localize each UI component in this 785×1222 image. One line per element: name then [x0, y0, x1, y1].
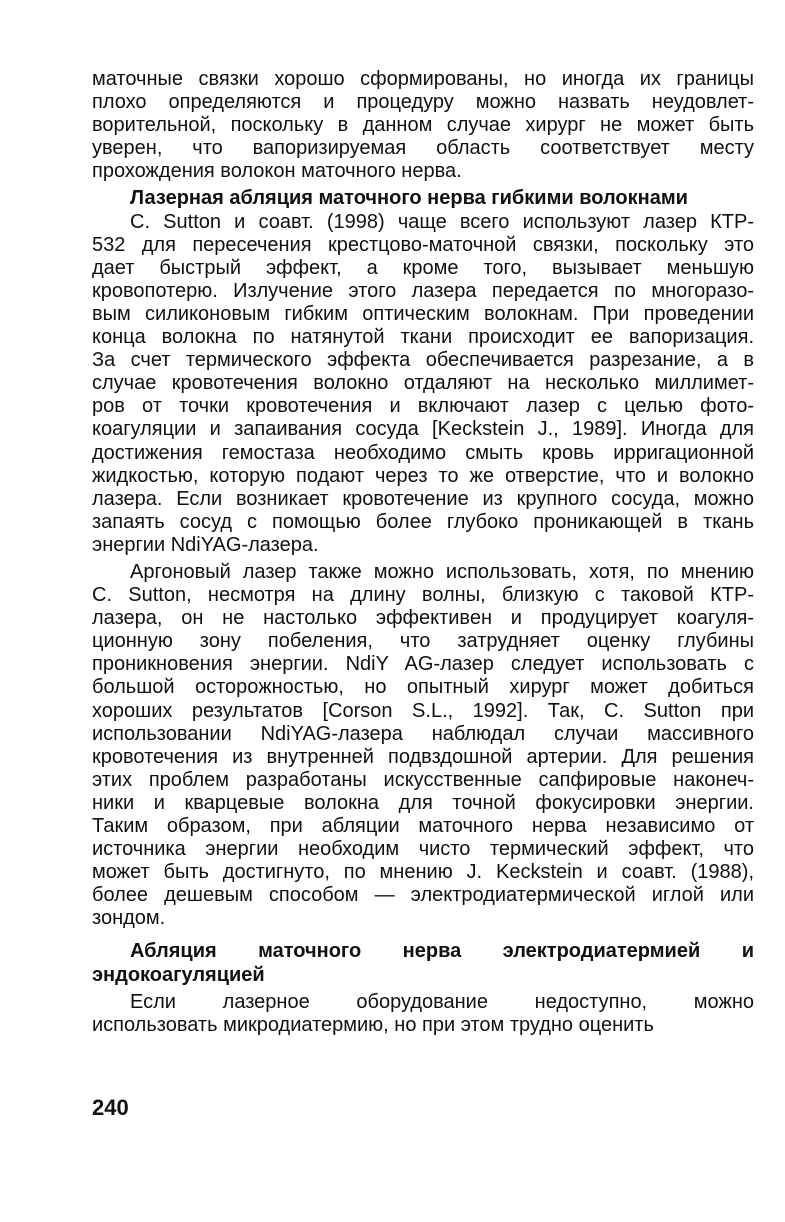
text-line: хороших результатов [Corson S.L., 1992]. Так, C. Sutton при	[92, 699, 754, 722]
text-line: ров от точки кровотечения и включают лазер с целью фото-	[92, 395, 754, 418]
text-line: более дешевым способом — электродиатермической иглой или	[92, 884, 754, 907]
paragraph-continuation	[92, 68, 754, 183]
heading-line: Абляция маточного нерва электродиатермией и	[130, 940, 754, 963]
text-line: запаять сосуд с помощью более глубоко проникающей в ткань	[92, 510, 754, 533]
text-line: кровопотерю. Излучение этого лазера передается по многоразо-	[92, 279, 754, 302]
text-line: плохо определяются и процедуру можно назвать неудовлет-	[92, 91, 754, 114]
page-number: 240	[92, 1095, 129, 1120]
text-line: C. Sutton и соавт. (1998) чаще всего используют лазер КТР-	[130, 210, 754, 233]
text-line: этих проблем разработаны искусственные сапфировые наконеч-	[92, 768, 754, 791]
section-heading-flexible-fibers: Лазерная абляция маточного нерва гибкими волокнами	[130, 187, 688, 210]
text-line: достижения гемостаза необходимо смыть кровь ирригационной	[92, 441, 754, 464]
text-line: ворительной, поскольку в данном случае хирург не может быть	[92, 114, 754, 137]
text-line: 532 для пересечения крестцово-маточной связки, поскольку это	[92, 233, 754, 256]
text-line: дает быстрый эффект, а кроме того, вызывает меньшую	[92, 256, 754, 279]
book-page-body	[92, 68, 754, 1037]
heading-line: эндокоагуляцией	[92, 963, 265, 986]
text-line: Таким образом, при абляции маточного нерва независимо от	[92, 815, 754, 837]
text-line: вым силиконовым гибким оптическим волокнам. При проведении	[92, 302, 754, 325]
text-line: За счет термического эффекта обеспечивается разрезание, а в	[92, 349, 754, 372]
text-line: кровотечения из внутренней подвздошной артерии. Для решения	[92, 745, 754, 768]
text-line: лазера. Если возникает кровотечение из крупного сосуда, можно	[92, 487, 754, 510]
text-line: жидкостью, которую подают через то же отверстие, что и волокно	[92, 464, 754, 487]
text-line: конца волокна по натянутой ткани происходит ее вапоризация.	[92, 326, 754, 349]
paragraph-sutton-ktp	[92, 211, 754, 557]
text-line: может быть достигнуто, по мнению J. Keckstein и соавт. (1988),	[92, 861, 754, 884]
text-line: C. Sutton, несмотря на длину волны, близкую с таковой КТР-	[92, 584, 754, 607]
text-line: лазера, он не настолько эффективен и продуцирует коагуля-	[92, 607, 754, 630]
text-line: ционную зону побеления, что затрудняет оценку глубины	[92, 630, 754, 653]
text-line: проникновения энергии. NdiY AG-лазер следует использовать с	[92, 653, 754, 676]
text-line: большой осторожностью, но опытный хирург может добиться	[92, 676, 754, 699]
text-line: Аргоновый лазер также можно использовать, хотя, по мнению	[130, 560, 754, 583]
text-line: Если лазерное оборудование недоступно, можно	[130, 990, 754, 1013]
text-line: ники и кварцевые волокна для точной фокусировки энергии.	[92, 791, 754, 814]
paragraph-microdiathermy	[92, 991, 754, 1037]
paragraph-argon-laser	[92, 561, 754, 931]
text-line: энергии NdiYAG-лазера.	[92, 533, 319, 556]
text-line: уверен, что вапоризируемая область соответствует месту	[92, 137, 754, 160]
text-line: коагуляции и запаивания сосуда [Keckstein J., 1989]. Иногда для	[92, 418, 754, 441]
text-line: маточные связки хорошо сформированы, но иногда их границы	[92, 68, 754, 90]
section-heading-electrodiathermy	[92, 940, 754, 986]
text-line: зондом.	[92, 907, 166, 930]
text-line: случае кровотечения волокно отдаляют на несколько миллимет-	[92, 372, 754, 395]
text-line: использовать микродиатермию, но при этом трудно оценить	[92, 1013, 654, 1036]
text-line: прохождения волокон маточного нерва.	[92, 160, 462, 183]
text-line: источника энергии необходим чисто термический эффект, что	[92, 838, 754, 861]
text-line: использовании NdiYAG-лазера наблюдал случаи массивного	[92, 722, 754, 745]
